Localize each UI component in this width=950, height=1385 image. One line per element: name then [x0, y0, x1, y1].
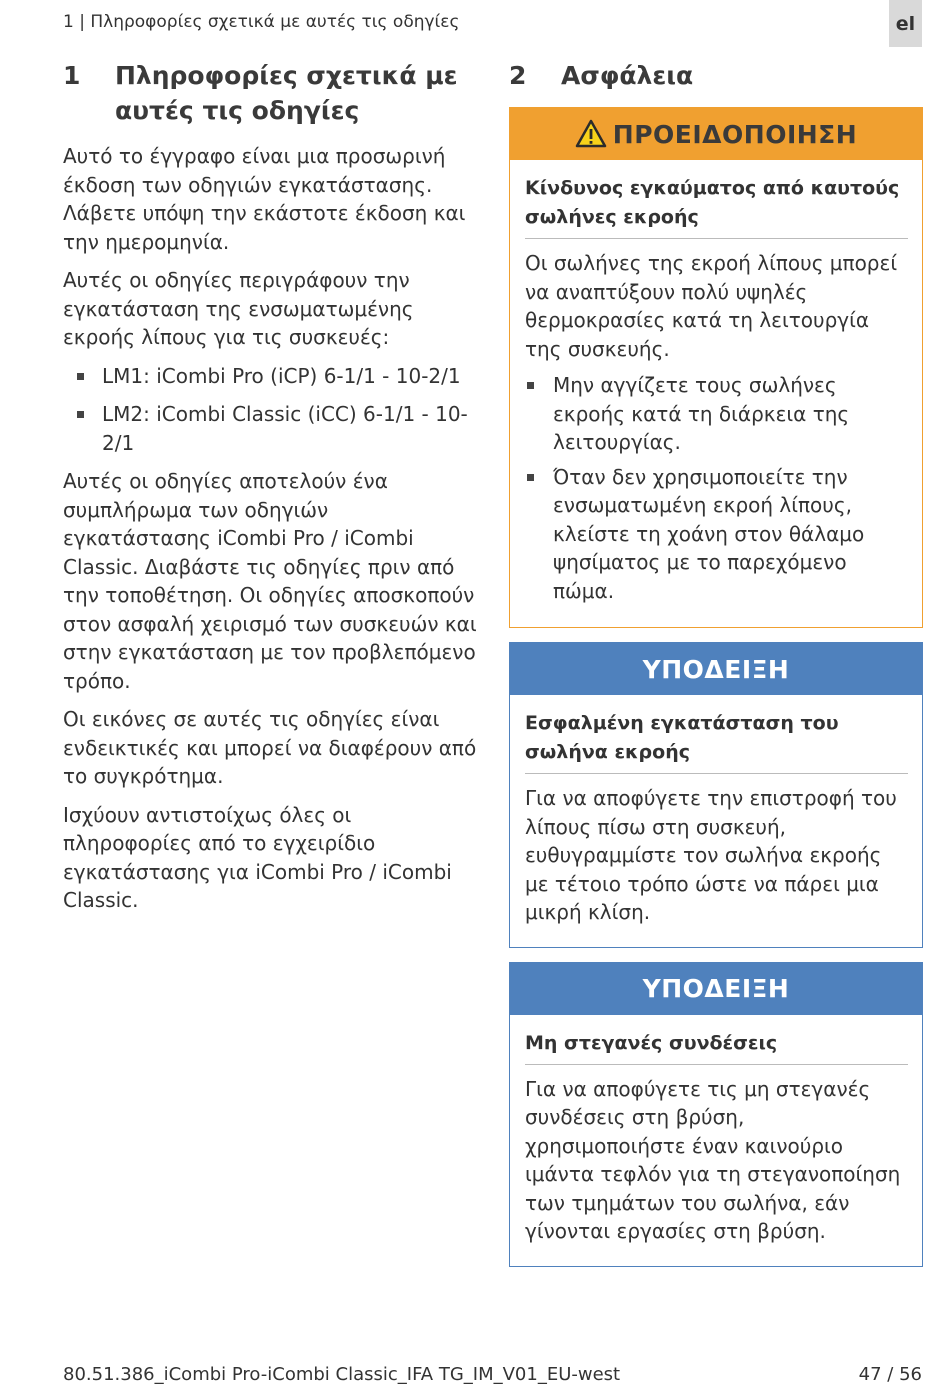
divider: [525, 1064, 908, 1065]
hint-box: [509, 642, 923, 948]
list-item-text: Μην αγγίζετε τους σωλήνες εκροής κατά τη διάρκεια της λειτουργίας.: [553, 373, 850, 454]
list-item-text: LM1: iCombi Pro (iCP) 6-1/1 - 10-2/1: [102, 363, 461, 388]
language-tag: el: [889, 0, 922, 47]
list-item: [63, 400, 478, 457]
section-1-paragraph: Αυτές οι οδηγίες περιγράφουν την εγκατάσταση της ενσωματωμένης εκροής λίπους για τις συσκευές:: [63, 268, 414, 349]
section-1-paragraph: Ισχύουν αντιστοίχως όλες οι πληροφορίες από το εγχειρίδιο εγκατάστασης για iCombi Pro / iCombi Classic.: [63, 802, 452, 912]
warning-body: [510, 160, 922, 627]
hint-header: [510, 643, 922, 695]
footer-page-number: 47 / 56: [858, 1364, 922, 1385]
hint-body: [510, 695, 922, 947]
section-1-paragraph: Αυτές οι οδηγίες αποτελούν ένα συμπλήρωμα των οδηγιών εγκατάστασης iCombi Pro / iCombi Classic. Διαβάστε τις οδηγίες πριν από την τοποθέτηση. Οι οδηγίες αποσκοπούν στον ασφαλή χειρισμό των συσκευών και στην εγκατάσταση με τον προβλεπόμενο τρόπο.: [63, 469, 477, 693]
hint-label: ΥΠΟΔΕΙΞΗ: [642, 974, 790, 1003]
bullet-icon: [527, 382, 534, 389]
warning-text: Οι σωλήνες της εκροή λίπους μπορεί να αναπτύξουν πολύ υψηλές θερμοκρασίες κατά τη λειτουργία της συσκευής.: [525, 251, 898, 361]
hint-label: ΥΠΟΔΕΙΞΗ: [642, 654, 790, 684]
section-1-number: 1: [63, 61, 81, 90]
section-1-column: [63, 58, 478, 925]
hint-text: Για να αποφύγετε τις μη στεγανές συνδέσεις στη βρύση, χρησιμοποιήστε έναν καινούριο ιμάντα τεφλόν για τη στεγανοποίηση των τμημάτων του σωλήνα, εάν γίνονται εργασίες στη βρύση.: [525, 1076, 901, 1243]
hint-title: Μη στεγανές συνδέσεις: [525, 1031, 778, 1054]
section-2-number: 2: [509, 61, 527, 90]
running-header: 1 | Πληροφορίες σχετικά με αυτές τις οδηγίες: [63, 12, 460, 32]
bullet-icon: [527, 474, 534, 481]
warning-label: ΠΡΟΕΙΔΟΠΟΙΗΣΗ: [612, 119, 858, 149]
list-item-text: Όταν δεν χρησιμοποιείτε την ενσωματωμένη εκροή λίπους, κλείστε τη χοάνη στον θάλαμο ψησίματος με το παρεχόμενο πώμα.: [553, 464, 865, 603]
bullet-icon: [77, 411, 84, 418]
footer-document-id: 80.51.386_iCombi Pro-iCombi Classic_IFA TG_IM_V01_EU-west: [63, 1364, 621, 1385]
device-list: [63, 362, 478, 458]
hint-body: [510, 1015, 922, 1266]
hint-text: Για να αποφύγετε την επιστροφή του λίπους πίσω στη συσκευή, ευθυγραμμίστε τον σωλήνα εκροής με τέτοιο τρόπο ώστε να πάρει μια μικρή κλίση.: [525, 786, 897, 924]
hint-box: [509, 962, 923, 1267]
section-1-heading: [63, 58, 478, 128]
hint-title: Εσφαλμένη εγκατάσταση του σωλήνα εκροής: [525, 712, 839, 763]
section-1-paragraph: Αυτό το έγγραφο είναι μια προσωρινή έκδοση των οδηγιών εγκατάστασης. Λάβετε υπόψη την εκάστοτε έκδοση και την ημερομηνία.: [63, 144, 466, 254]
section-1-paragraph: Οι εικόνες σε αυτές τις οδηγίες είναι ενδεικτικές και μπορεί να διαφέρουν από το συγκρότημα.: [63, 707, 477, 788]
bullet-icon: [77, 373, 84, 380]
warning-triangle-icon: [575, 119, 607, 149]
list-item: [63, 362, 478, 391]
hint-header: [510, 963, 922, 1015]
warning-actions: [525, 371, 908, 605]
divider: [525, 238, 908, 239]
warning-title: Κίνδυνος εγκαύματος από καυτούς σωλήνες εκροής: [525, 177, 900, 228]
section-2-heading: [509, 58, 923, 93]
section-1-title: Πληροφορίες σχετικά με αυτές τις οδηγίες: [115, 61, 458, 125]
divider: [525, 773, 908, 774]
list-item: [525, 371, 908, 457]
warning-header: [510, 108, 922, 160]
list-item: [525, 463, 908, 606]
section-2-title: Ασφάλεια: [561, 61, 694, 90]
section-2-column: [509, 58, 923, 1281]
warning-box: [509, 107, 923, 628]
list-item-text: LM2: iCombi Classic (iCC) 6-1/1 - 10-2/1: [102, 402, 468, 455]
